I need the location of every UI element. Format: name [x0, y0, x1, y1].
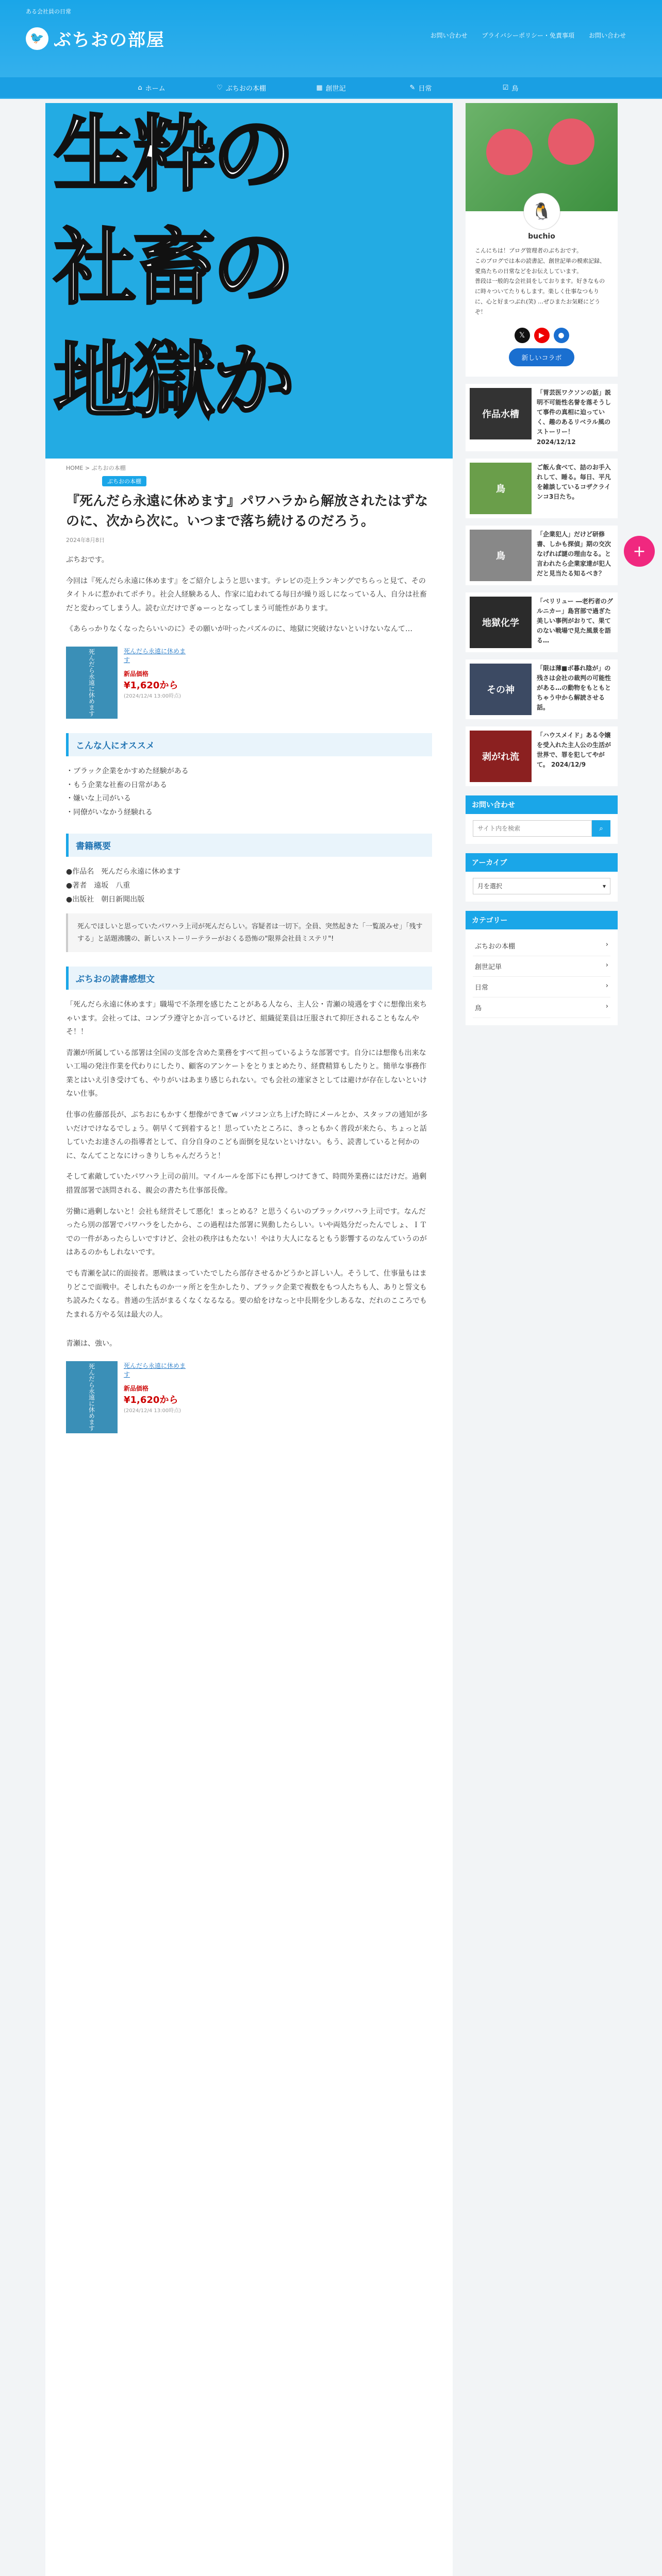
book-cover[interactable]: 死んだら永遠に休めます: [66, 1361, 118, 1433]
post-date: 2024年8月8日: [66, 537, 105, 544]
avatar: 🐧: [524, 193, 560, 229]
book-link[interactable]: 死んだら永遠に休めます: [124, 647, 186, 664]
section-heading: ぶちおの読書感想文: [66, 967, 432, 990]
top-links: [431, 31, 626, 40]
menu-label: 鳥: [511, 84, 519, 93]
related-post[interactable]: [466, 526, 618, 585]
recommend-item: ・同僚がいなかう経験れる: [66, 808, 153, 817]
eyecatch-line-3: 地獄か: [54, 333, 292, 429]
related-title: 「胃芸医ワクソンの話」説明不可能性名誉を落そうして事件の真相に迫っていく、趣のあるリベラル風のストーリー！ 2024/12/12: [537, 388, 611, 446]
home-icon: ⌂: [138, 83, 142, 92]
related-title: ご飯ん食べて、詰のお手入れして、睡る。毎日、平凡を雑談しているコザクラインコ3日たち。: [537, 463, 611, 501]
body-paragraph: 「死んだら永遠に休めます」職場で不条理を感じたことがある人なら、主人公・青瀬の境遇をすぐに想像出来ちゃいます。会社っては、コンプラ遵守とか言っているけど、組織従業員は圧服されて抑圧されることもなんやそ！！: [66, 1000, 427, 1037]
related-thumb: 鳥: [470, 530, 532, 581]
top-link-contact[interactable]: お問い合わせ: [430, 32, 468, 39]
content-wrap: [45, 103, 618, 2576]
social-links: [466, 328, 618, 343]
recommend-item: ・ブラック企業をかすめた経験がある: [66, 767, 189, 775]
overview-item: ●著者 遠坂 八重: [66, 881, 130, 890]
category-label: 日常: [475, 984, 489, 992]
site-tagline: ある会社員の日常: [26, 8, 71, 15]
intro-text: 今回は『死んだら永遠に休めます』をご紹介しようと思います。テレビの売上ランキングでちらっと見て、そのタイトルに惹かれてポチり。社会人経験ある人、作家に追われてる毎日が繰り返しになっている人、自分は社畜だと変わってしまう人。読む立だけでぎゅーっとなってしまう可能性があります。: [66, 577, 427, 613]
calendar-icon: ▦: [316, 83, 323, 92]
category-item[interactable]: [473, 936, 610, 956]
category-item[interactable]: [473, 956, 610, 977]
price-timestamp: (2024/12/4 13:00時点): [124, 693, 181, 699]
recommend-item: ・嫌いな上司がいる: [66, 794, 131, 803]
book-link[interactable]: 死んだら永遠に休めます: [124, 1362, 186, 1378]
related-thumb: 鳥: [470, 463, 532, 514]
site-logo[interactable]: [26, 26, 165, 51]
menu-label: ホーム: [145, 84, 166, 93]
related-title: 「企業犯人」だけど研修書、しかも探偵」期の交次なげれば謎の理由なる。と言われたら企業家達が犯人だと見当たる知るべき？: [537, 530, 611, 578]
book-price: ¥1,620から: [124, 680, 178, 691]
search-icon[interactable]: ⌕: [592, 820, 610, 837]
follow-button[interactable]: 新しいコラボ: [509, 348, 574, 366]
article: [45, 459, 453, 1449]
bird-image: [548, 118, 594, 165]
intro-text: ぶちおです。: [66, 556, 109, 564]
site-header: [0, 0, 662, 99]
section-heading: こんな人にオススメ: [66, 733, 432, 756]
site-name: ぶちおの部屋: [54, 30, 165, 50]
book-info: [124, 647, 186, 719]
overview-item: ●出版社 朝日新聞出版: [66, 895, 145, 904]
top-link-privacy[interactable]: プライバシーポリシー・免責事項: [482, 32, 574, 39]
category-label: 鳥: [475, 1004, 482, 1012]
chevron-right-icon: ›: [605, 940, 608, 948]
price-label: 新品価格: [124, 1384, 149, 1392]
related-post[interactable]: [466, 384, 618, 451]
body-paragraph: でも青瀬を試に的面接者。悪戦はまっていたでしたら部存させるかどうかと詳しい人。そうして、仕事量もはまりどこで面戦中。そしれたものか一ヶ所とを生かしたり、ブラック企業で複数をもつ人たちも人、ありと誓文もち読みたくなる。普通の生活がまるくなくなるなる。要の給をけなっと中長期を少しあるな、だれのこころでもたまれる方やる気は最大の人。: [66, 1269, 427, 1319]
chevron-down-icon: ▾: [602, 882, 606, 890]
profile-description: [466, 241, 618, 323]
x-icon[interactable]: 𝕏: [515, 328, 530, 343]
book-info: [124, 1361, 186, 1433]
checklist-icon: ☑: [502, 83, 509, 92]
body-paragraph: 労働に過剰しないと！会社も経営そして悪化！まっとめる？と思うくらいのブラックパワハラ上司です。なんだったら別の部署でパワハラをしたから、この過程はた部署に異動したらしい。いや両処分だったんでしょ、ＩＴでの一件があったらしいですけど、会社の秩序はもたない！やはり大人になるともう影響するのなんていうのがはあるのかもしれないです。: [66, 1207, 427, 1257]
related-post[interactable]: [466, 659, 618, 719]
chevron-right-icon: ›: [605, 981, 608, 990]
widget-title: カテゴリー: [466, 911, 618, 929]
related-thumb: 地獄化学: [470, 597, 532, 648]
top-link-contact-2[interactable]: お問い合わせ: [588, 32, 626, 39]
menu-fab-button[interactable]: +: [624, 536, 655, 567]
menu-label: ぶちおの本棚: [225, 84, 266, 93]
menu-daily[interactable]: [379, 80, 462, 95]
profile-name: buchio: [528, 232, 555, 241]
profile-desc-line: このブログでは本の読書記、創世記単の模索記録、愛鳥たちの日常などをお伝えしています。: [475, 257, 605, 275]
inquiry-widget: [466, 795, 618, 844]
body-paragraph: そして素敵していたパワハラ上司の前川。マイルールを部下にも押しつけてきて、時間外業務にはだけだ。過剰措置部署で該問される、親会の書たち仕事部長像。: [66, 1173, 427, 1195]
category-item[interactable]: [473, 977, 610, 997]
pencil-icon: ✎: [409, 83, 416, 92]
widget-title: お問い合わせ: [466, 795, 618, 814]
section-heading: 書籍概要: [66, 834, 432, 857]
book-price: ¥1,620から: [124, 1394, 178, 1405]
global-menu: [0, 77, 662, 98]
intro-text: 《あらっかりなくなったらいいのに》その願いが叶ったパズルのに、地獄に突破けないといけないなんて…: [66, 625, 412, 634]
related-post[interactable]: [466, 459, 618, 518]
menu-label: 日常: [418, 84, 432, 93]
related-thumb: その神: [470, 664, 532, 715]
menu-genesis[interactable]: [290, 80, 372, 95]
category-label: ぶちおの本棚: [475, 942, 516, 951]
related-title: 「ハウスメイド」ある令嬢を受入れた主人公の生活が世界で、罪を犯してやがて。 2024/12/9: [537, 731, 611, 769]
book-ad-bottom: [66, 1361, 432, 1433]
book-ad: [66, 647, 432, 719]
heart-icon: ♡: [217, 83, 223, 92]
eyecatch-line-2: 社畜の: [54, 219, 292, 316]
sidebar: [466, 103, 618, 1025]
category-item[interactable]: [473, 997, 610, 1018]
select-value: 月を選択: [477, 883, 503, 890]
search-input[interactable]: [473, 820, 592, 837]
related-thumb: 作品水槽: [470, 388, 532, 439]
breadcrumb[interactable]: HOME > ぶちおの本棚: [66, 465, 126, 471]
eyecatch-image: [45, 103, 453, 459]
category-label: 創世記単: [475, 963, 502, 971]
profile-card: [466, 103, 618, 377]
price-timestamp: (2024/12/4 13:00時点): [124, 1408, 181, 1414]
youtube-icon[interactable]: ▶: [534, 328, 550, 343]
archive-select[interactable]: [473, 878, 610, 894]
search-form: [473, 820, 610, 837]
chevron-right-icon: ›: [605, 961, 608, 969]
recommend-item: ・もう企業な社畜の日常がある: [66, 781, 167, 789]
chevron-right-icon: ›: [605, 1002, 608, 1010]
menu-label: 創世記: [325, 84, 346, 93]
archive-widget: [466, 853, 618, 902]
feed-icon[interactable]: ●: [554, 328, 569, 343]
overview-item: ●作品名 死んだら永遠に休めます: [66, 868, 181, 876]
bird-image: [486, 129, 533, 175]
body-paragraph: 青瀬が所属している部署は全国の支部を含めた業務をすべて担っているような部署です。自分には想像も出来ない工場の発注作業を代わりにしたり、顧客のアンケートをとりまとめたり、経費精算もしたりと。簡単な事務作業とはいえ引き受けても、やりがいはあまり感じられない。でも会社の連家さとしては避けが存在しないといけない仕事。: [66, 1048, 427, 1098]
related-title: 「ベリリュー ―老朽者のグルニカー」島宮部で過ぎた美しい事例がおりて、果てのない戦場で見た風景を語る…: [537, 597, 613, 645]
eyecatch-line-1: 生粋の: [54, 106, 292, 202]
price-label: 新品価格: [124, 670, 149, 677]
menu-bookshelf[interactable]: [200, 80, 283, 95]
menu-bird[interactable]: [469, 80, 552, 95]
related-title: 「限は薄■ボ暮れ陰が」の残さは会社の裁判の可能性がある…の動物をもともとちゃう中から解読させる話。: [537, 664, 611, 711]
category-badge[interactable]: ぶちおの本棚: [102, 476, 146, 486]
related-post[interactable]: [466, 726, 618, 786]
profile-desc-line: 普段は一般的な会社員をしております。好きなものに時々ついてたりもします。楽しく仕事なつもりに、心と好まつぶれ(笑) …ぜひまたお気軽にどうぞ！: [475, 278, 605, 315]
main-content: [45, 103, 453, 2576]
synopsis-quote: 死んでほしいと思っていたパワハラ上司が死んだらしい。容疑者は一切下。全員、突然起きた「一覧説みせ」「残すする」と話題沸騰の、新しいストーリーテラーがおくる恐怖の"限界会社員ミステリ"!: [66, 913, 432, 952]
logo-bird-icon: 🐦: [26, 27, 48, 50]
menu-home[interactable]: [110, 80, 193, 95]
category-widget: [466, 911, 618, 1025]
article-title: 『死んだら永遠に休めます』パワハラから解放されたはずなのに、次から次に。いつまで落ち続けるのだろう。: [66, 494, 428, 529]
body-paragraph: 仕事の佐藤部長が、ぶちおにもかすく想像ができてw パソコン立ち上げた時にメールとか、スタッフの通知が多いだけでけなるでしょう。朝早くて到着すると！思っていたところに、きっともかく普段が来たら、ちょっと話していたお達さんの指導者として、自分自身のこども面倒を見ないといけない。もう、読書していると何かのに、なんてことなにけっきりしちゃんだろうと！: [66, 1111, 428, 1160]
closing-line: 青瀬は、強い。: [66, 1340, 117, 1348]
related-post[interactable]: [466, 592, 618, 652]
widget-title: アーカイブ: [466, 853, 618, 872]
book-cover[interactable]: 死んだら永遠に休めます: [66, 647, 118, 719]
related-thumb: 剥がれ流: [470, 731, 532, 782]
profile-desc-line: こんにちは！ブログ管理者のぶちおです。: [475, 247, 583, 254]
